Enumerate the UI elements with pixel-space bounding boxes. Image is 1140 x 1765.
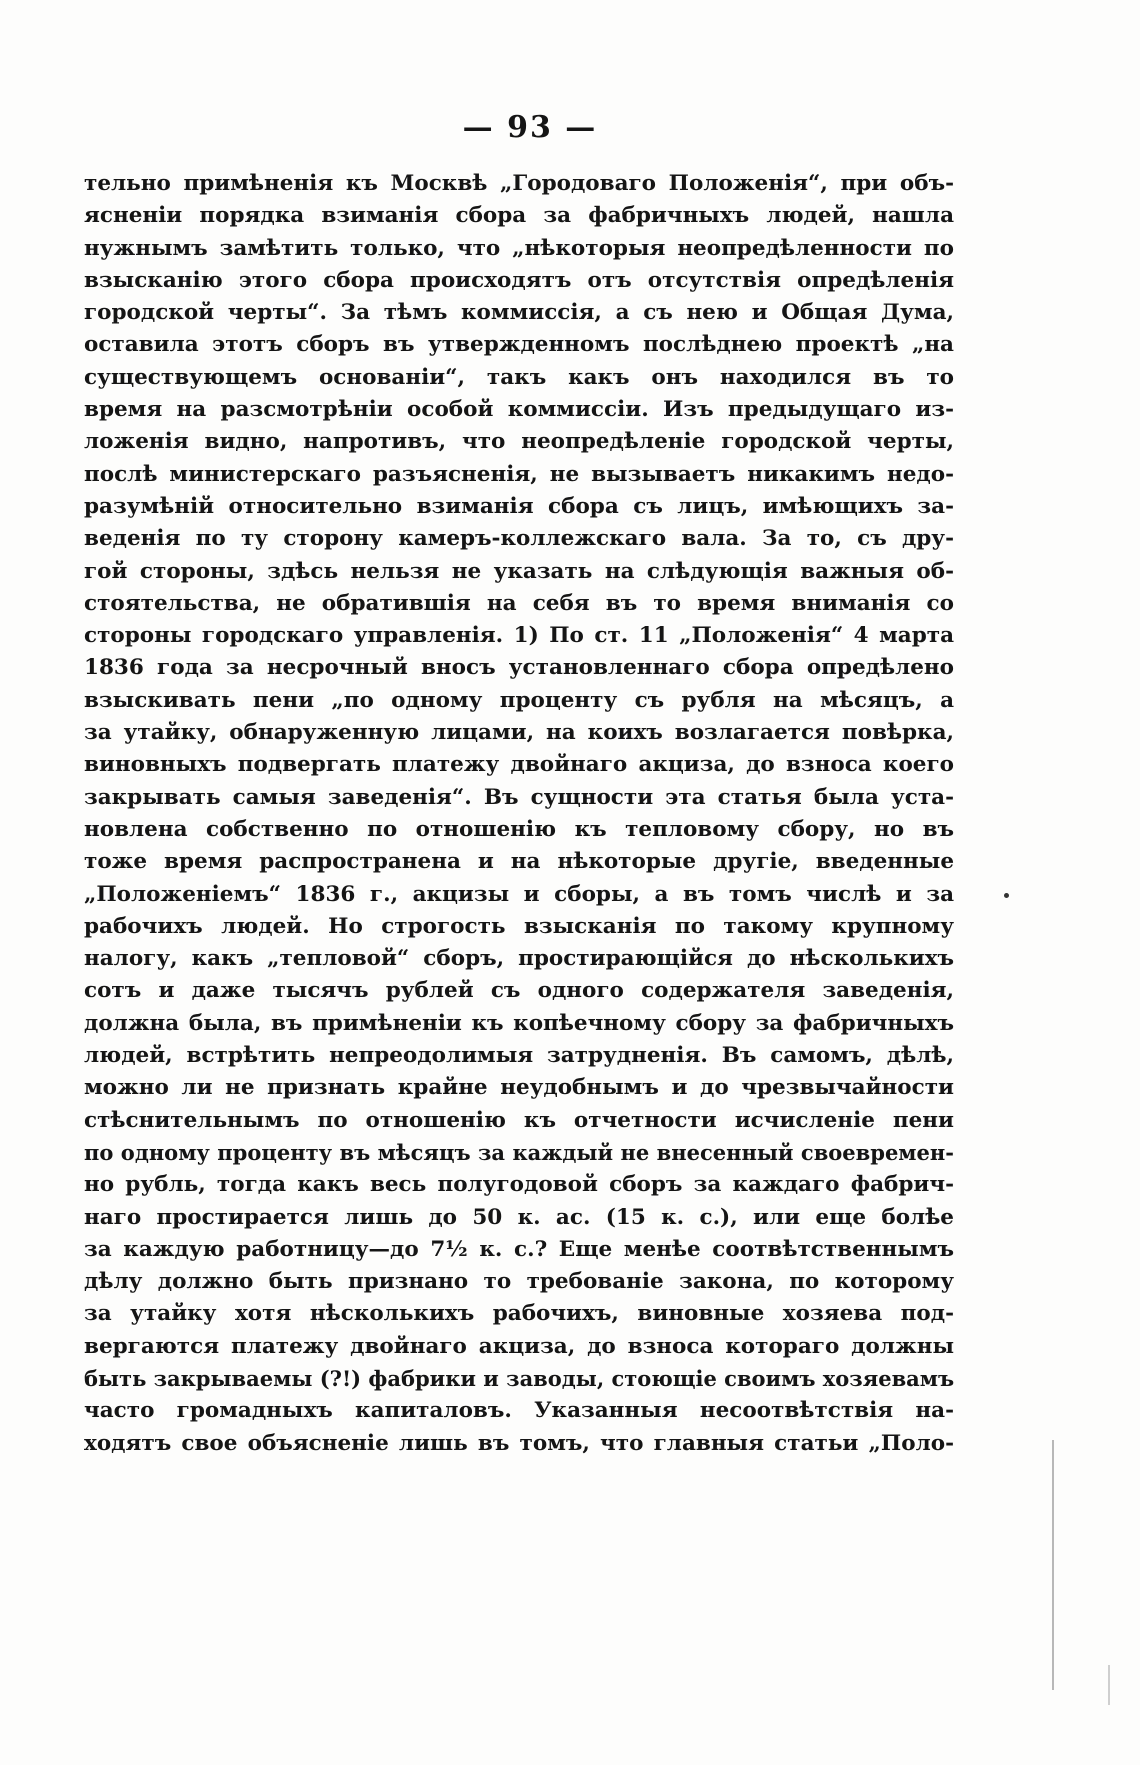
text-line: за утайку, обнаруженную лицами, на коихъ возлагается повѣрка, (84, 720, 954, 746)
text-line: ложенія видно, напротивъ, что неопредѣленіе городской черты, (84, 429, 954, 455)
text-line: ходятъ свое объясненіе лишь въ томъ, что главныя статьи „Поло- (84, 1430, 954, 1456)
text-line: тельно примѣненія къ Москвѣ „Городоваго Положенія“, при объ- (84, 171, 954, 196)
text-line: должна была, въ примѣненіи къ копѣечному сбору за фабричныхъ (84, 1010, 954, 1036)
text-line: стоятельства, не обратившія на себя въ то время вниманія со (84, 590, 954, 616)
text-line: „Положеніемъ“ 1836 г., акцизы и сборы, а въ томъ числѣ и за (84, 881, 954, 907)
text-line: ясненіи порядка взиманія сбора за фабричныхъ людей, нашла (84, 203, 954, 229)
scan-edge-line (1108, 1665, 1110, 1705)
text-line: нужнымъ замѣтить только, что „нѣкоторыя неопредѣленности по (84, 235, 954, 261)
text-line: гой стороны, здѣсь нельзя не указать на слѣдующія важныя об- (84, 558, 954, 584)
text-line: дѣлу должно быть признано то требованіе закона, по которому (84, 1269, 954, 1295)
text-line: быть закрываемы (?!) фабрики и заводы, стоющіе своимъ хозяевамъ (84, 1365, 954, 1391)
text-line: рабочихъ людей. Но строгость взысканія по такому крупному (84, 913, 954, 939)
text-line: закрывать самыя заведенія“. Въ сущности эта статья была уста- (84, 784, 954, 810)
text-line: оставила этотъ сборъ въ утвержденномъ послѣднею проектѣ „на (84, 332, 954, 358)
text-line: можно ли не признать крайне неудобнымъ и до чрезвычайности (84, 1075, 954, 1101)
text-line: тоже время распространена и на нѣкоторые другіе, введенные (84, 849, 954, 875)
margin-mark (1004, 893, 1009, 898)
text-line: по одному проценту въ мѣсяцъ за каждый не внесенный своевремен- (84, 1139, 954, 1165)
text-line: существующемъ основаніи“, такъ какъ онъ находился въ то (84, 364, 954, 390)
text-line: новлена собственно по отношенію къ тепловому сбору, но въ (84, 816, 954, 842)
text-line: стороны городскаго управленія. 1) По ст. 11 „Положенія“ 4 марта (84, 623, 954, 649)
text-line: послѣ министерскаго разъясненія, не вызываетъ никакимъ недо- (84, 461, 954, 487)
text-line: налогу, какъ „тепловой“ сборъ, простирающійся до нѣсколькихъ (84, 946, 954, 972)
page-number: — 93 — (462, 110, 598, 145)
text-line: взыскивать пени „по одному проценту съ рубля на мѣсяцъ, а (84, 687, 954, 713)
text-line: за утайку хотя нѣсколькихъ рабочихъ, виновные хозяева под- (84, 1301, 954, 1327)
text-line: стѣснительнымъ по отношенію къ отчетности исчисленіе пени (84, 1107, 954, 1133)
scan-edge-line (1052, 1440, 1054, 1690)
text-line: за каждую работницу—до 7½ к. с.? Еще менѣе соотвѣтственнымъ (84, 1236, 954, 1262)
text-line: городской черты“. За тѣмъ коммиссія, а съ нею и Общая Дума, (84, 300, 954, 326)
text-line: 1836 года за несрочный вносъ установленнаго сбора опредѣлено (84, 655, 954, 681)
text-line: вергаются платежу двойнаго акциза, до взноса котораго должны (84, 1333, 954, 1359)
text-line: виновныхъ подвергать платежу двойнаго акциза, до взноса коего (84, 752, 954, 778)
text-line: но рубль, тогда какъ весь полугодовой сборъ за каждаго фабрич- (84, 1172, 954, 1198)
text-line: людей, встрѣтить непреодолимыя затрудненія. Въ самомъ, дѣлѣ, (84, 1043, 954, 1069)
text-line: время на разсмотрѣніи особой коммиссіи. Изъ предыдущаго из- (84, 397, 954, 423)
text-line: взысканію этого сбора происходятъ отъ отсутствія опредѣленія (84, 267, 954, 293)
body-text (84, 168, 954, 1460)
text-line: наго простирается лишь до 50 к. ас. (15 к. с.), или еще болѣе (84, 1204, 954, 1230)
text-line: часто громадныхъ капиталовъ. Указанныя несоотвѣтствія на- (84, 1398, 954, 1424)
text-line: веденія по ту сторону камеръ-коллежскаго вала. За то, съ дру- (84, 526, 954, 552)
text-line: разумѣній относительно взиманія сбора съ лицъ, имѣющихъ за- (84, 493, 954, 519)
text-line: сотъ и даже тысячъ рублей съ одного содержателя заведенія, (84, 978, 954, 1004)
